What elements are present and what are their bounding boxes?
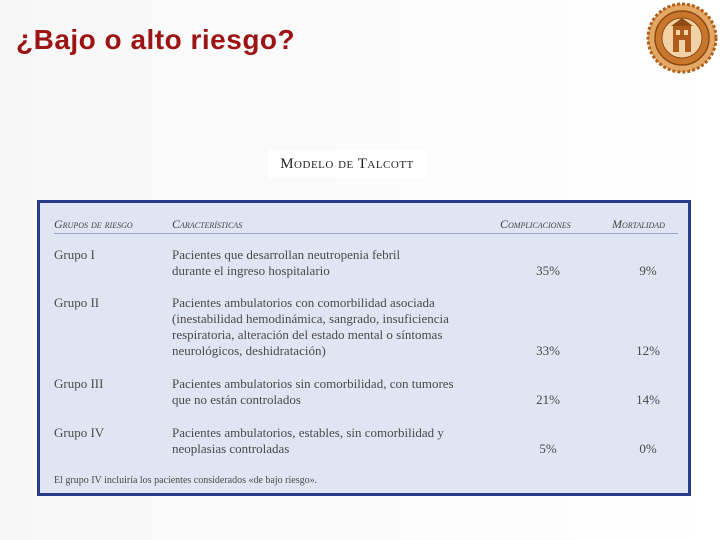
table-footnote: El grupo IV incluiría los pacientes considerados «de bajo riesgo». <box>54 475 318 486</box>
row-1-complications: 35% <box>536 263 560 278</box>
row-3-mortality: 14% <box>636 392 660 407</box>
header-mortality: Mortalidad <box>612 217 665 231</box>
university-seal-icon <box>646 2 718 74</box>
risk-table <box>37 200 691 496</box>
row-1-group: Grupo I <box>54 247 95 262</box>
row-4-group: Grupo IV <box>54 425 105 440</box>
row-1-characteristics: Pacientes que desarrollan neutropenia febril durante el ingreso hospitalario <box>172 247 401 278</box>
table-caption: Modelo de Talcott <box>268 150 426 178</box>
row-3-characteristics: Pacientes ambulatorios sin comorbilidad, con tumores que no están controlados <box>172 376 454 407</box>
row-4-characteristics: Pacientes ambulatorios, estables, sin comorbilidad y neoplasias controladas <box>172 425 444 456</box>
header-characteristics: Características <box>172 217 243 231</box>
row-1-mortality: 9% <box>639 263 657 278</box>
header-group: Grupos de riesgo <box>54 217 133 231</box>
slide-title: ¿Bajo o alto riesgo? <box>16 24 296 55</box>
header-divider <box>54 233 678 234</box>
header-complications: Complicaciones <box>500 217 571 231</box>
row-2-group: Grupo II <box>54 295 100 310</box>
row-3-group: Grupo III <box>54 376 104 391</box>
row-2-complications: 33% <box>536 343 560 358</box>
row-2-characteristics: Pacientes ambulatorios con comorbilidad asociada (inestabilidad hemodinámica, sangrado, insuficiencia respiratoria, alteración del estado mental o síntomas neurológicos, deshidratación) <box>172 295 449 358</box>
row-4-complications: 5% <box>539 441 557 456</box>
row-3-complications: 21% <box>536 392 560 407</box>
row-2-mortality: 12% <box>636 343 660 358</box>
row-4-mortality: 0% <box>639 441 657 456</box>
